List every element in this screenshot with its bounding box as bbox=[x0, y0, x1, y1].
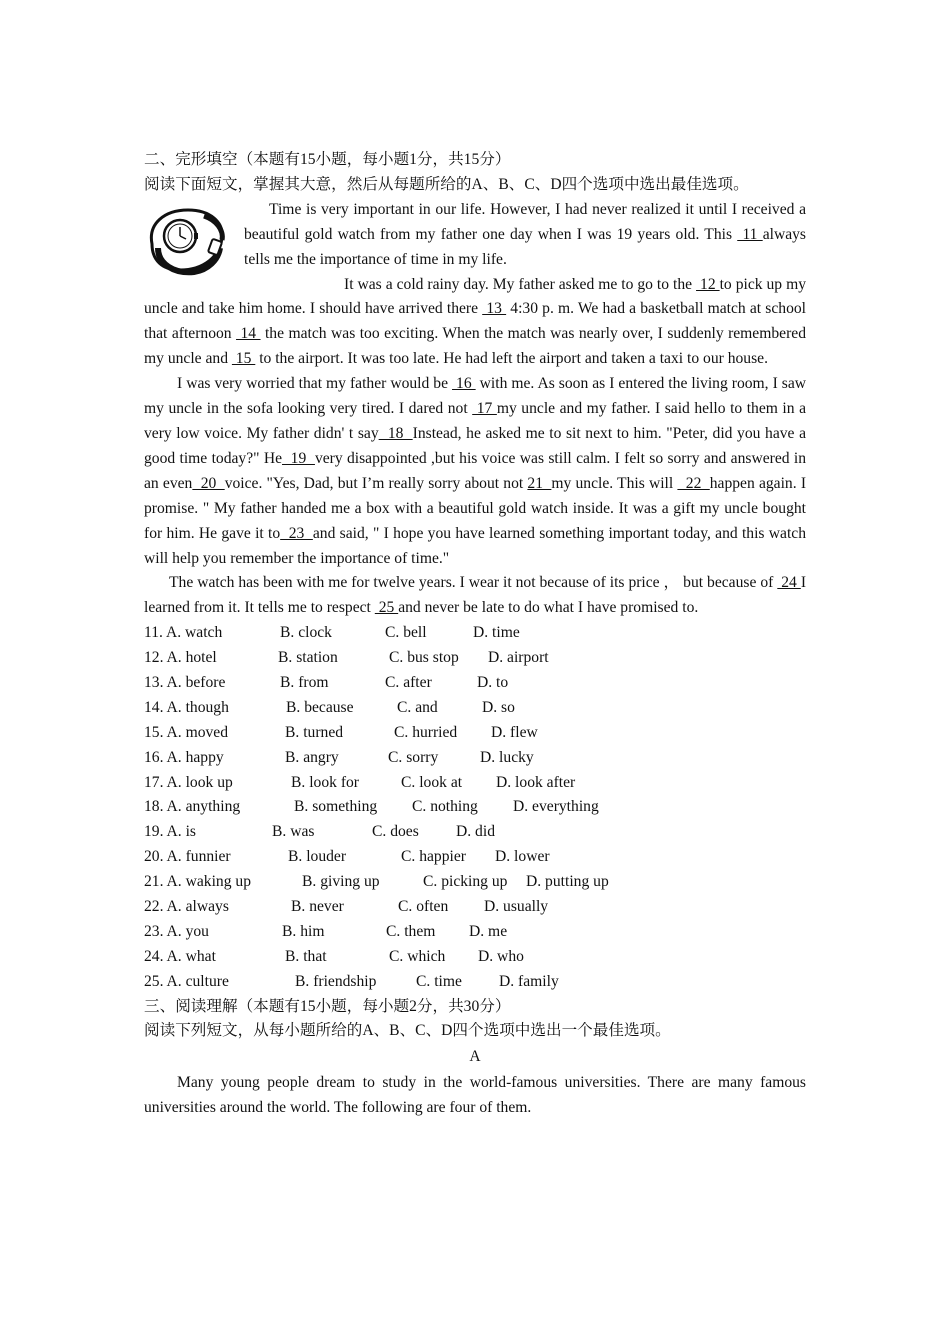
blank-22: 22 bbox=[677, 474, 710, 492]
section-3-instruction: 阅读下列短文，从每小题所给的A、B、C、D四个选项中选出一个最佳选项。 bbox=[144, 1022, 671, 1040]
option-c: C. after bbox=[385, 674, 432, 691]
option-row bbox=[144, 895, 806, 920]
option-row bbox=[144, 646, 806, 671]
option-d: D. did bbox=[456, 823, 495, 841]
option-b: B. friendship bbox=[295, 972, 377, 990]
option-b: B. giving up bbox=[302, 873, 380, 891]
option-c: C. time bbox=[416, 972, 462, 990]
option-d: D. putting up bbox=[526, 873, 609, 891]
option-row bbox=[144, 820, 806, 845]
option-a: 13. A. before bbox=[144, 674, 226, 691]
option-b: B. that bbox=[285, 947, 327, 965]
option-a: 20. A. funnier bbox=[144, 848, 231, 866]
option-a: 24. A. what bbox=[144, 947, 216, 965]
section-2-instruction: 阅读下面短文，掌握其大意，然后从每题所给的A、B、C、D四个选项中选出最佳选项。 bbox=[144, 175, 749, 193]
blank-15: 15 bbox=[231, 350, 256, 368]
blank-16: 16 bbox=[452, 375, 476, 393]
paragraph-3: I was very worried that my father would be 16 with me. As soon as I entered the living room, I saw my uncle in the sofa looking very tired. I dared not 17 my uncle and my father. I said hello to them in a very low voice. My father didn' t say 18 Instead, he asked me to sit next to him. "Peter, did you have a good time today?" He 19 very disappointed ,but his voice was still calm. I felt so sorry and answered in an even 20 voice. "Yes, Dad, but I’m really sorry about not 21 my uncle. This will 22 happen again. I promise. " My father handed me a box with a beautiful gold watch inside. It was a gift my uncle bought for him. He gave it to 23 and said, " I hope you have learned something important today, and this watch will help you remember the importance of time." bbox=[144, 375, 807, 567]
section-3-intro: Many young people dream to study in the world-famous universities. There are many famous universities around the world. The following are four of them. bbox=[144, 1074, 806, 1117]
option-b: B. from bbox=[280, 674, 329, 691]
option-a: 21. A. waking up bbox=[144, 873, 251, 891]
blank-14: 14 bbox=[236, 325, 261, 343]
blank-25: 25 bbox=[374, 599, 399, 617]
option-a: 25. A. culture bbox=[144, 972, 229, 990]
option-d: D. who bbox=[478, 947, 524, 965]
option-c: C. picking up bbox=[423, 873, 508, 891]
part-label: A bbox=[469, 1048, 481, 1066]
option-b: B. never bbox=[291, 898, 344, 916]
option-row bbox=[144, 920, 806, 945]
option-c: C. bell bbox=[385, 624, 427, 642]
option-row bbox=[144, 970, 806, 995]
option-c: C. sorry bbox=[388, 748, 439, 766]
option-d: D. lower bbox=[495, 848, 550, 866]
option-d: D. lucky bbox=[480, 748, 534, 766]
blank-18: 18 bbox=[378, 424, 413, 442]
paragraph-1: Time is very important in our life. However, I had never realized it until I received a beautiful gold watch from my father one day when I was 19 years old. This 11 always tells me the importance of time in my life. bbox=[244, 200, 806, 268]
blank-21: 21 bbox=[527, 474, 552, 492]
paragraph-4: The watch has been with me for twelve years. I wear it not because of its price ， but because of 24 I learned from it. It tells me to respect 25 and never be late to do what I have promised to. bbox=[144, 574, 807, 617]
option-a: 11. A. watch bbox=[144, 624, 223, 642]
option-b: B. louder bbox=[288, 848, 347, 866]
option-a: 16. A. happy bbox=[144, 748, 224, 766]
option-row bbox=[144, 795, 806, 820]
option-d: D. everything bbox=[513, 798, 599, 816]
option-a: 12. A. hotel bbox=[144, 649, 217, 667]
option-a: 23. A. you bbox=[144, 922, 209, 940]
option-b: B. angry bbox=[285, 748, 339, 766]
section-2-heading: 二、完形填空（本题有15小题，每小题1分，共15分） bbox=[144, 151, 511, 168]
option-row bbox=[144, 696, 806, 721]
option-row bbox=[144, 671, 806, 696]
option-b: B. was bbox=[272, 823, 315, 841]
blank-20: 20 bbox=[192, 474, 225, 492]
blank-13: 13 bbox=[482, 300, 507, 318]
option-c: C. look at bbox=[401, 773, 463, 791]
option-a: 15. A. moved bbox=[144, 723, 229, 741]
option-a: 22. A. always bbox=[144, 898, 229, 916]
option-b: B. look for bbox=[291, 773, 360, 791]
option-a: 14. A. though bbox=[144, 698, 229, 716]
option-d: D. look after bbox=[496, 773, 576, 791]
option-a: 18. A. anything bbox=[144, 798, 241, 816]
option-c: C. them bbox=[386, 922, 436, 940]
option-b: B. something bbox=[294, 798, 378, 816]
option-row bbox=[144, 845, 806, 870]
option-c: C. bus stop bbox=[389, 649, 459, 667]
blank-12: 12 bbox=[696, 275, 720, 293]
option-row bbox=[144, 771, 806, 796]
option-a: 19. A. is bbox=[144, 823, 196, 841]
options-list bbox=[144, 621, 806, 994]
option-b: B. station bbox=[278, 649, 338, 667]
option-row bbox=[144, 721, 806, 746]
blank-23: 23 bbox=[280, 524, 313, 542]
option-row bbox=[144, 621, 806, 646]
option-row bbox=[144, 945, 806, 970]
option-c: C. nothing bbox=[412, 798, 478, 816]
section-3-heading: 三、阅读理解（本题有15小题，每小题2分，共30分） bbox=[144, 997, 511, 1015]
option-b: B. clock bbox=[280, 624, 332, 642]
option-d: D. airport bbox=[488, 649, 549, 667]
option-c: C. does bbox=[372, 823, 419, 841]
option-d: D. usually bbox=[484, 898, 549, 916]
option-d: D. time bbox=[473, 624, 520, 642]
option-a: 17. A. look up bbox=[144, 773, 233, 791]
option-d: D. family bbox=[499, 972, 559, 990]
option-c: C. hurried bbox=[394, 723, 458, 741]
option-row bbox=[144, 870, 806, 895]
option-c: C. often bbox=[398, 898, 449, 916]
blank-24: 24 bbox=[777, 574, 801, 592]
option-b: B. because bbox=[286, 698, 354, 716]
wristwatch-icon bbox=[144, 204, 240, 288]
option-c: C. which bbox=[389, 947, 446, 965]
option-d: D. flew bbox=[491, 723, 538, 741]
document-page bbox=[144, 148, 806, 1121]
option-d: D. so bbox=[482, 698, 515, 716]
option-d: D. to bbox=[477, 674, 509, 691]
option-c: C. happier bbox=[401, 848, 466, 866]
passage bbox=[144, 198, 806, 621]
option-d: D. me bbox=[469, 922, 508, 940]
option-c: C. and bbox=[397, 698, 438, 716]
blank-19: 19 bbox=[282, 449, 315, 467]
blank-11: 11 bbox=[737, 225, 763, 243]
option-row bbox=[144, 746, 806, 771]
option-b: B. turned bbox=[285, 723, 344, 741]
paragraph-2: It was a cold rainy day. My father asked me to go to the 12 to pick up my uncle and take him home. I should have arrived there 13 4:30 p. m. We had a basketball match at school that afternoon 14 the match was too exciting. When the match was nearly over, I suddenly remembered my uncle and 15 to the airport. It was too late. He had left the airport and taken a taxi to our house. bbox=[144, 275, 807, 368]
blank-17: 17 bbox=[472, 400, 497, 418]
option-b: B. him bbox=[282, 922, 325, 940]
